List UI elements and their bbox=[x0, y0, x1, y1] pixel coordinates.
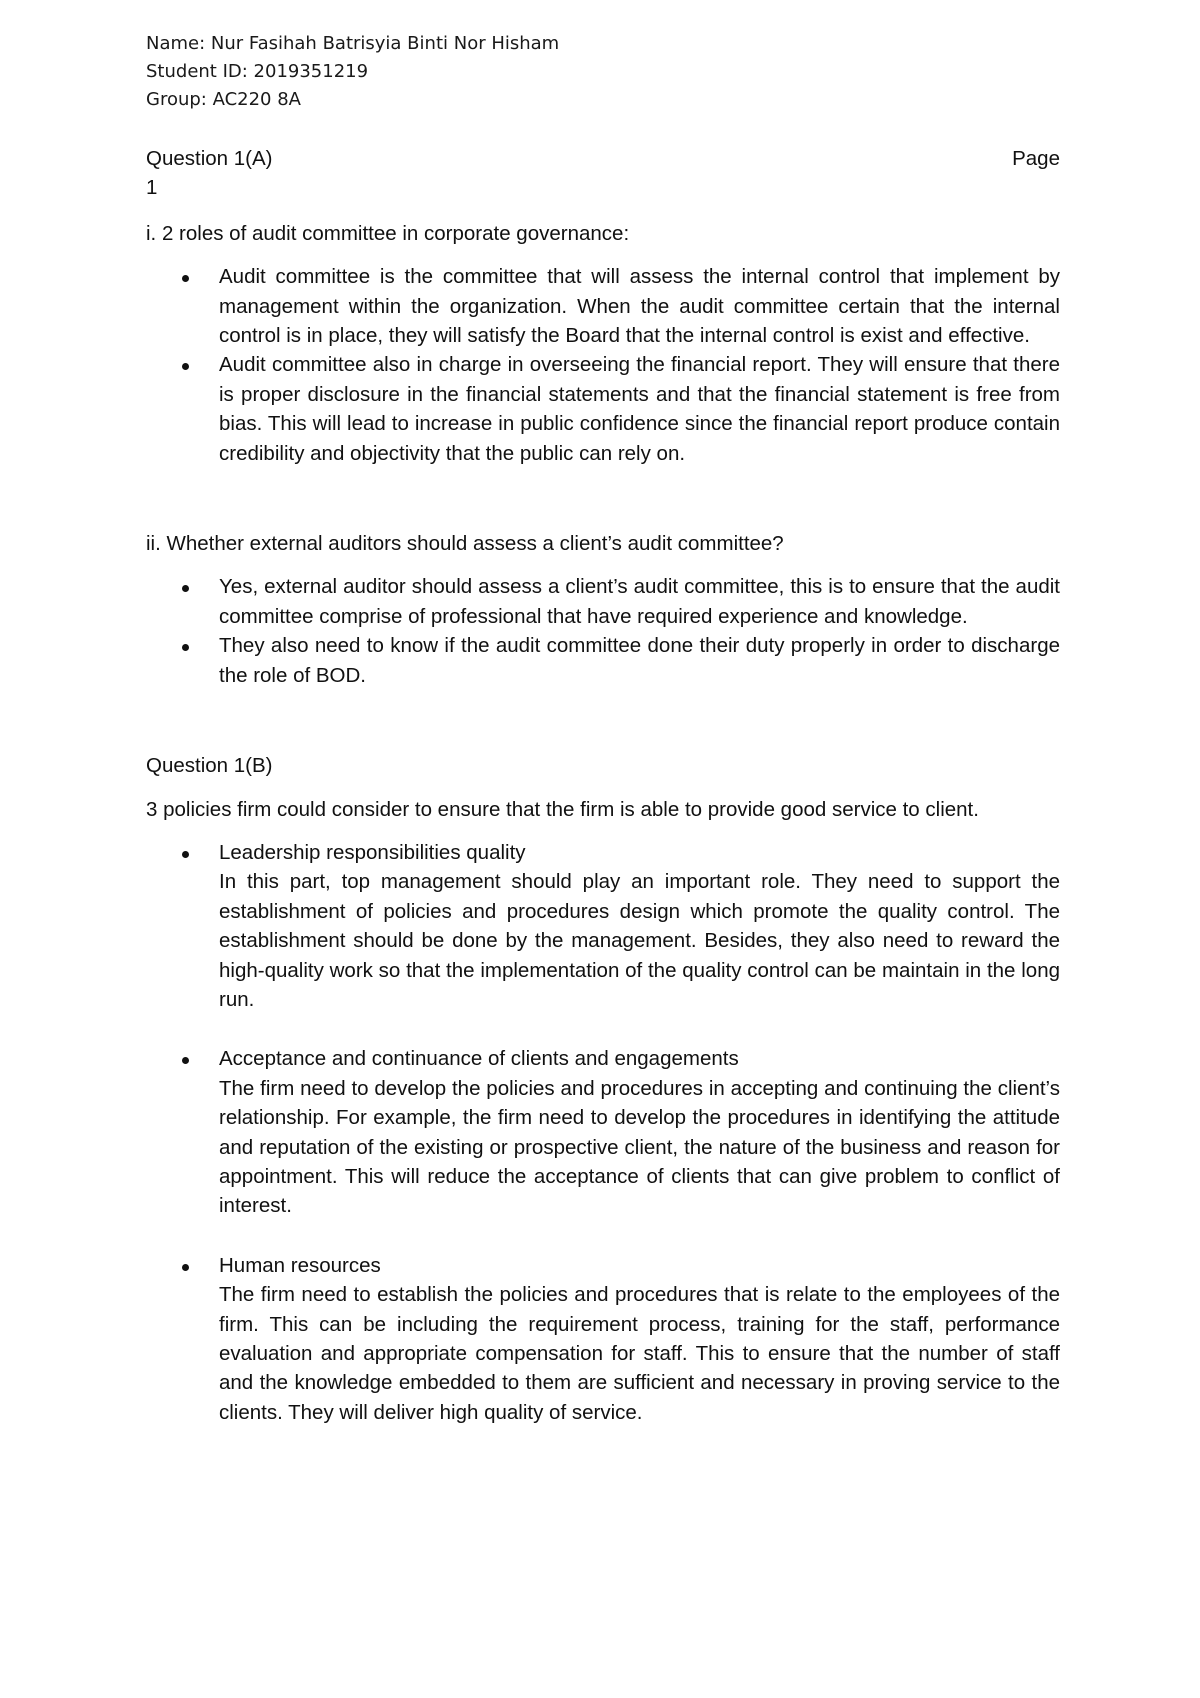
spacer bbox=[146, 1221, 1060, 1251]
bullet-icon bbox=[182, 644, 189, 651]
list-item bbox=[146, 1044, 1060, 1220]
policy-text: The firm need to establish the policies and procedures that is relate to the employees of the firm. This can be including the requirement process, training for the staff, performance evaluation and appropriate compensation for staff. This to ensure that the number of staff and the knowledge embedded to them are sufficient and necessary in proving service to the clients. They will deliver high quality of service. bbox=[219, 1283, 1060, 1424]
list-item bbox=[146, 572, 1060, 631]
question-1a-title: Question 1(A) bbox=[146, 147, 273, 170]
list-item bbox=[146, 350, 1060, 468]
policy-list bbox=[146, 838, 1060, 1427]
bullet-text: They also need to know if the audit committee done their duty properly in order to discharge the role of BOD. bbox=[219, 634, 1060, 687]
bullet-icon bbox=[182, 363, 189, 370]
part-i-bullet-list bbox=[146, 262, 1060, 468]
bullet-text: Audit committee also in charge in overseeing the financial report. They will ensure that there is proper disclosure in the financial statements and that the financial statement is free from bias. This will lead to increase in public confidence since the financial report produce contain credibility and objectivity that the public can rely on. bbox=[219, 353, 1060, 465]
document-body bbox=[146, 144, 1060, 1427]
spacer bbox=[146, 1014, 1060, 1044]
bullet-icon bbox=[182, 275, 189, 282]
spacer bbox=[146, 690, 1060, 751]
part-i-heading: i. 2 roles of audit committee in corporate governance: bbox=[146, 221, 630, 245]
policy-title: Acceptance and continuance of clients and engagements bbox=[219, 1047, 739, 1071]
list-item bbox=[146, 1251, 1060, 1427]
student-header bbox=[146, 30, 559, 114]
bullet-text: Audit committee is the committee that will assess the internal control that implement by management within the organization. When the audit committee certain that the internal control is in place, they will satisfy the Board that the internal control is exist and effective. bbox=[219, 265, 1060, 348]
policy-title: Human resources bbox=[219, 1253, 381, 1277]
bullet-icon bbox=[182, 1057, 189, 1064]
policy-title: Leadership responsibilities quality bbox=[219, 840, 526, 864]
spacer bbox=[146, 468, 1060, 529]
part-ii-bullet-list bbox=[146, 572, 1060, 690]
question-1b-title: Question 1(B) bbox=[146, 754, 273, 778]
question-1a-title-row bbox=[146, 144, 1060, 173]
bullet-text: Yes, external auditor should assess a client’s audit committee, this is to ensure that the audit committee comprise of professional that have required experience and knowledge. bbox=[219, 575, 1060, 628]
policy-text: The firm need to develop the policies and procedures in accepting and continuing the client’s relationship. For example, the firm need to develop the procedures in identifying the attitude and reputation of the existing or prospective client, the nature of the business and reason for appointment. This will reduce the acceptance of clients that can give problem to conflict of interest. bbox=[219, 1076, 1060, 1218]
student-id: Student ID: 2019351219 bbox=[146, 61, 369, 82]
page-label: Page bbox=[1012, 147, 1060, 170]
list-item bbox=[146, 838, 1060, 1014]
page-number: 1 bbox=[146, 176, 158, 200]
student-group: Group: AC220 8A bbox=[146, 89, 301, 110]
list-item bbox=[146, 631, 1060, 690]
student-name: Name: Nur Fasihah Batrisyia Binti Nor Hisham bbox=[146, 33, 560, 54]
list-item bbox=[146, 262, 1060, 350]
bullet-icon bbox=[182, 851, 189, 858]
policy-text: In this part, top management should play an important role. They need to support the establishment of policies and procedures design which promote the quality control. The establishment should be done by the management. Besides, they also need to reward the high-quality work so that the implementation of the quality control can be maintain in the long run. bbox=[219, 870, 1060, 1011]
bullet-icon bbox=[182, 585, 189, 592]
bullet-icon bbox=[182, 1264, 189, 1271]
part-ii-heading: ii. Whether external auditors should assess a client’s audit committee? bbox=[146, 532, 784, 556]
question-1b-intro: 3 policies firm could consider to ensure that the firm is able to provide good service to client. bbox=[146, 797, 979, 821]
